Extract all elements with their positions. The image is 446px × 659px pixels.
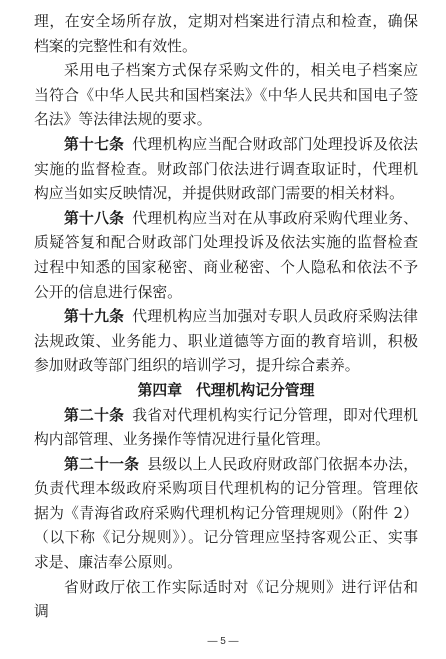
page-number: — 5 — [207,636,239,647]
article-20-label: 第二十条 [64,406,125,424]
article-17-text: 代理机构应当配合财政部门处理投诉及依法实施的监督检查。财政部门依法进行调查取证时，代理机构应当如实反映情况，并提供财政部门需要的相关材料。 [34,135,418,203]
chapter-title: 代理机构记分管理 [196,381,315,399]
article-21 [34,453,418,576]
article-18-text: 代理机构应当对在从事政府采购代理业务、质疑答复和配合财政部门处理投诉及依法实施的监督检查过程中知悉的国家秘密、商业秘密、个人隐私和依法不予公开的信息进行保密。 [34,209,418,301]
chapter-heading [34,379,418,404]
document-body [34,10,418,625]
article-21-text: 县级以上人民政府财政部门依据本办法，负责代理本级政府采购项目代理机构的记分管理。管理依据为《青海省政府采购代理机构记分管理规则》（附件 2）（以下称《记分规则》）。记分管理应坚持客观公正、实事求是、廉洁奉公原则。 [34,455,418,572]
article-17 [34,133,418,207]
paragraph-electronic-archive: 采用电子档案方式保存采购文件的，相关电子档案应当符合《中华人民共和国档案法》《中华人民共和国电子签名法》等法律法规的要求。 [34,62,418,129]
article-19-label: 第十九条 [64,308,125,326]
article-17-label: 第十七条 [64,135,125,153]
article-19 [34,305,418,379]
article-20 [34,404,418,453]
article-21-label: 第二十一条 [64,455,140,473]
paragraph-last: 省财政厅依工作实际适时对《记分规则》进行评估和调 [34,578,418,621]
article-18-label: 第十八条 [64,209,125,227]
article-19-text: 代理机构应当加强对专职人员政府采购法律法规政策、业务能力、职业道德等方面的教育培训，积极参加财政等部门组织的培训学习，提升综合素养。 [34,308,418,375]
article-20-text: 我省对代理机构实行记分管理，即对代理机构内部管理、业务操作等情况进行量化管理。 [34,406,418,449]
paragraph-continued: 理，在安全场所存放，定期对档案进行清点和检查，确保档案的完整性和有效性。 [34,13,418,55]
article-18 [34,207,418,305]
chapter-number: 第四章 [137,381,182,399]
